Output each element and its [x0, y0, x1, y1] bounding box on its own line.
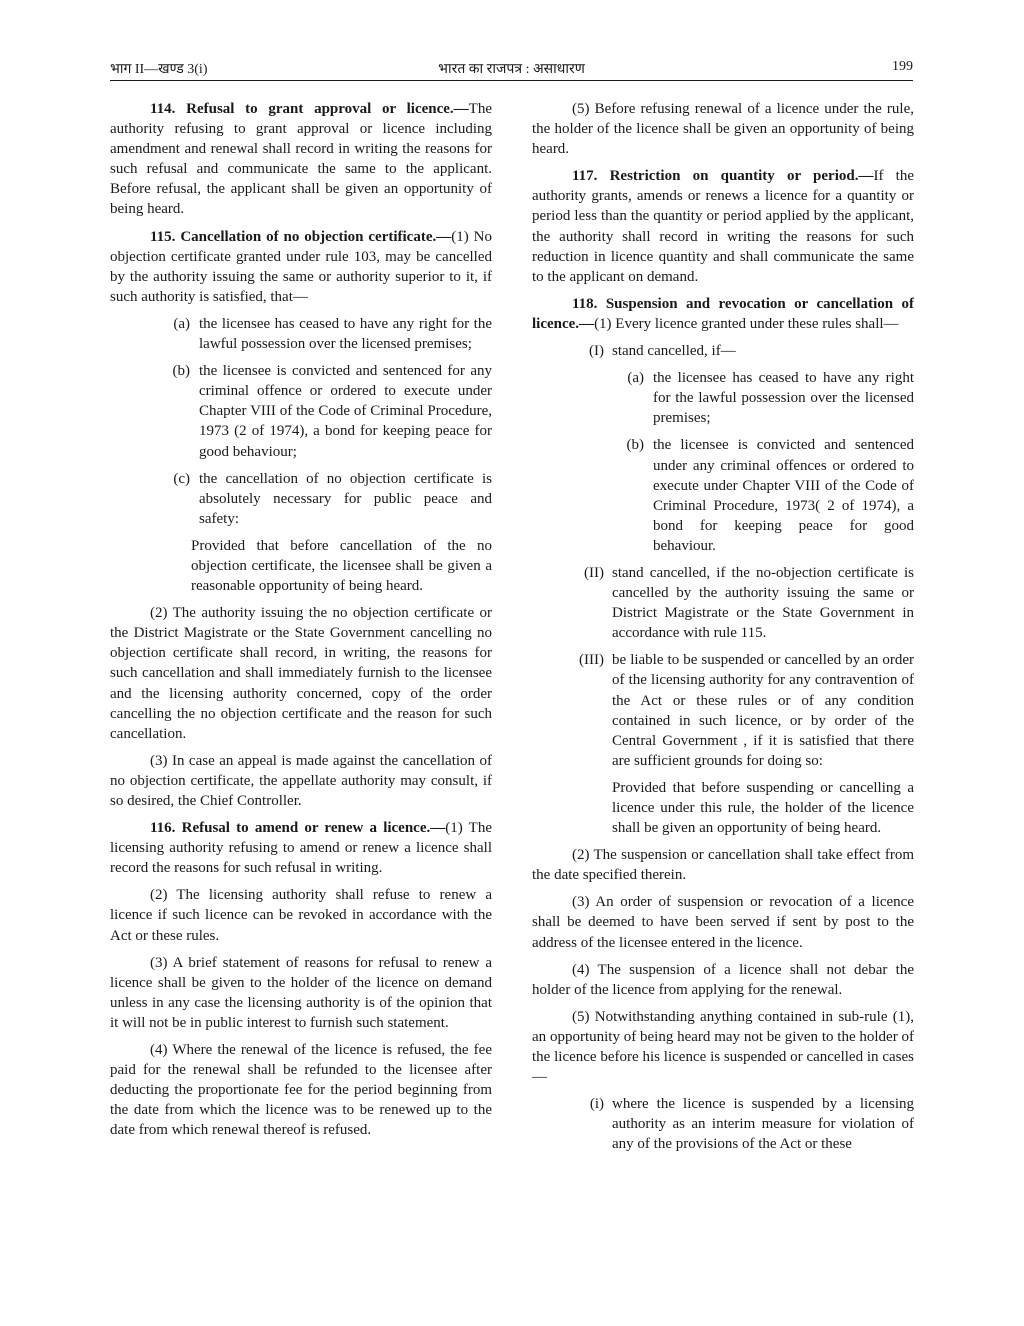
clause-label: (III) [579, 652, 604, 669]
rule-114 [110, 99, 492, 220]
rule-118-clause-II [532, 563, 914, 643]
rule-118-sub-5: (5) Notwithstanding anything contained in sub-rule (1), an opportunity of being heard may not be given to the holder of the licence before his licence is suspended or cancelled in cases— [532, 1008, 914, 1086]
rule-118-sub-5-clause-i [532, 1094, 914, 1154]
clause-text: be liable to be suspended or cancelled by an order of the licensing authority for any contravention of the Act or these rules or of any condition contained in such licence, or by order of the Central Government , if it is satisfied that there are sufficient grounds for doing so: [612, 652, 914, 769]
rule-116-text: (1) The licensing authority refusing to amend or renew a licence shall record the reasons for such refusal in writing. [110, 820, 492, 877]
clause-text: the licensee is convicted and sentenced for any criminal offence or ordered to execute under Chapter VIII of the Code of Criminal Procedure, 1973 (2 of 1974), a bond for keeping peace for good behaviour; [199, 363, 492, 460]
rule-115-sub-3: (3) In case an appeal is made against the cancellation of no objection certificate, the appellate authority may consult, if so desired, the Chief Controller. [110, 752, 492, 809]
rule-115-clause-a [110, 314, 492, 354]
clause-label: (b) [172, 363, 190, 380]
rule-116-sub-5: (5) Before refusing renewal of a licence under the rule, the holder of the licence shall be given an opportunity of being heard. [532, 101, 914, 158]
rule-118 [532, 294, 914, 334]
clause-text: the cancellation of no objection certificate is absolutely necessary for public peace and safety: [199, 470, 492, 527]
rule-118-sub-3: (3) An order of suspension or revocation of a licence shall be deemed to have been served if sent by post to the address of the licensee entered in the licence. [532, 894, 914, 951]
rule-114-heading: 114. Refusal to grant approval or licence.— [150, 101, 469, 117]
header-gazette-title: भारत का राजपत्र : असाधारण [438, 62, 585, 77]
rule-118-clause-I [532, 341, 914, 361]
rule-118-clause-III [532, 650, 914, 771]
rule-116-sub-3: (3) A brief statement of reasons for refusal to renew a licence shall be given to the holder of the licence on demand unless in any case the licensing authority is of the opinion that it will not be in public interest to furnish such statement. [110, 954, 492, 1031]
clause-text: stand cancelled, if the no-objection certificate is cancelled by the authority issuing the same or District Magistrate or the State Government in accordance with rule 115. [612, 564, 914, 642]
rule-118-sub-4: (4) The suspension of a licence shall not debar the holder of the licence from applying for the renewal. [532, 961, 914, 998]
clause-label: (II) [584, 564, 604, 581]
clause-label: (b) [626, 437, 644, 454]
rule-118-text: (1) Every licence granted under these rules shall— [594, 315, 899, 332]
clause-text: the licensee is convicted and sentenced under any criminal offences or ordered to execute under Chapter VIII of the Code of Criminal Procedure, 1973( 2 of 1974), a bond for keeping peace for good behaviour. [653, 437, 914, 554]
rule-116 [110, 818, 492, 878]
rule-118-proviso: Provided that before suspending or cancelling a licence under this rule, the holder of the licence shall be given an opportunity of being heard. [612, 779, 914, 837]
rule-114-text: The authority refusing to grant approval or licence including amendment and renewal shall record in writing the reasons for such refusal and communicate the same to the applicant. Before refusal, the applicant shall be given an opportunity of being heard. [110, 101, 492, 218]
clause-text: the licensee has ceased to have any right for the lawful possession over the licensed premises; [653, 370, 914, 427]
rule-115-heading: 115. Cancellation of no objection certificate.— [150, 228, 452, 245]
rule-116-sub-4: (4) Where the renewal of the licence is refused, the fee paid for the renewal shall be refunded to the licensee after deducting the proportionate fee for the period beginning from the date from which the licence was to be renewed up to the date from which renewal thereof is refused. [110, 1042, 492, 1139]
clause-label: (i) [589, 1096, 604, 1113]
rule-115-sub-2: (2) The authority issuing the no objection certificate or the District Magistrate or the State Government cancelling no objection certificate shall record, in writing, the reasons for such cancellation and shall immediately furnish to the licensee and the licensing authority concerned, copy of the order cancelling the no objection certificate and the reason for such cancellation. [110, 605, 492, 742]
rule-116-sub-2: (2) The licensing authority shall refuse to renew a licence if such licence can be revoked in accordance with the Act or these rules. [110, 887, 492, 944]
clause-text: where the licence is suspended by a licensing authority as an interim measure for violation of any of the provisions of the Act or these [612, 1096, 914, 1153]
page-number: 199 [892, 59, 913, 74]
rule-118-clause-I-b [532, 435, 914, 556]
rule-117-heading: 117. Restriction on quantity or period.— [572, 168, 874, 185]
header-rule [110, 80, 913, 81]
rule-118-sub-2: (2) The suspension or cancellation shall take effect from the date specified therein. [532, 847, 914, 884]
clause-text: the licensee has ceased to have any right for the lawful possession over the licensed premises; [199, 315, 492, 353]
running-header [110, 57, 913, 81]
clause-label: (a) [627, 370, 644, 387]
left-column [110, 99, 492, 1141]
right-column [532, 99, 914, 1155]
rule-115-text: (1) No objection certificate granted under rule 103, may be cancelled by the authority issuing the same or authority superior to it, if such authority is satisfied, that— [110, 228, 492, 305]
header-part-section: भाग II—खण्ड 3(i) [110, 62, 208, 77]
rule-115-clause-c [110, 469, 492, 529]
clause-label: (a) [173, 315, 190, 332]
clause-label: (I) [589, 343, 604, 360]
clause-label: (c) [173, 470, 190, 487]
rule-116-heading: 116. Refusal to amend or renew a licence.— [150, 820, 446, 837]
rule-115 [110, 227, 492, 307]
clause-text: stand cancelled, if— [612, 343, 736, 360]
rule-118-heading: 118. Suspension and revocation or cancellation of licence.— [532, 295, 914, 332]
rule-115-clause-b [110, 361, 492, 461]
rule-117-text: If the authority grants, amends or renews a licence for a quantity or period less than the quantity or period applied by the applicant, the authority shall record in writing the reasons for such reduction in licence quantity and shall communicate the same to the applicant on demand. [532, 168, 914, 285]
rule-117 [532, 166, 914, 287]
rule-115-proviso: Provided that before cancellation of the no objection certificate, the licensee shall be given a reasonable opportunity of being heard. [191, 537, 492, 595]
rule-118-clause-I-a [532, 368, 914, 428]
